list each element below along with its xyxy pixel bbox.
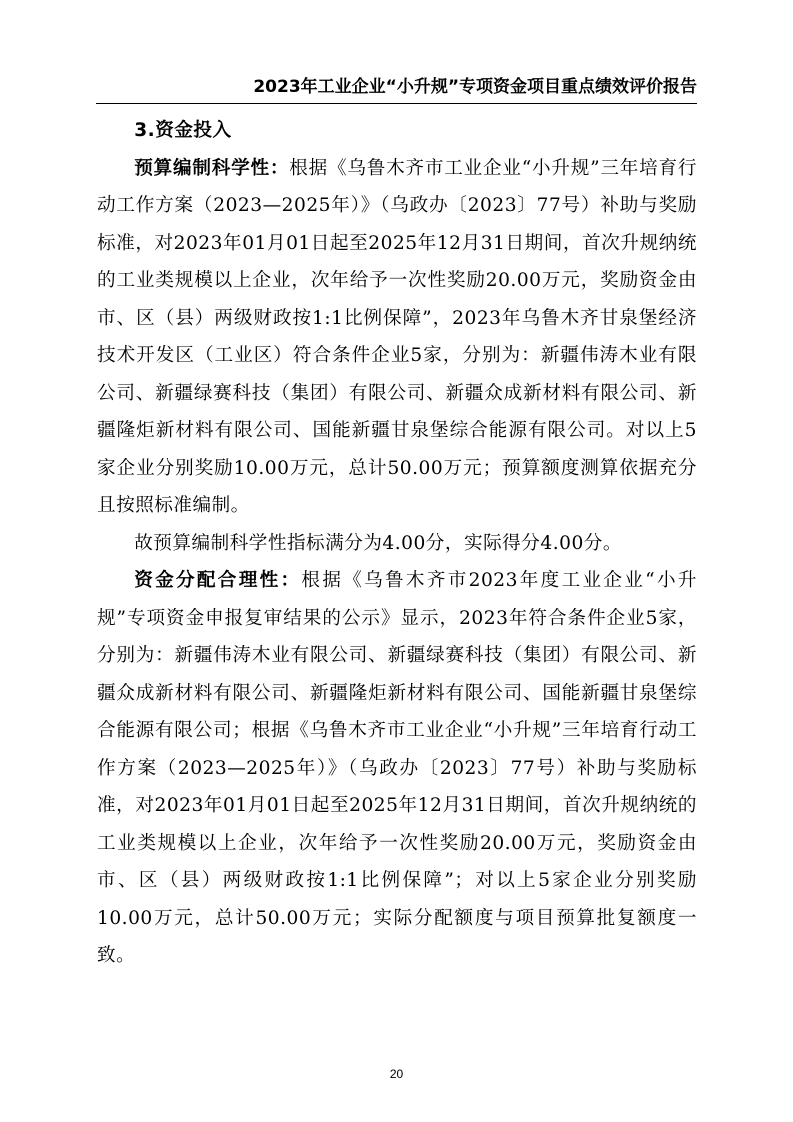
page-body bbox=[97, 112, 697, 975]
header-divider bbox=[96, 103, 697, 104]
paragraph-budget-scientific bbox=[97, 150, 697, 525]
paragraph-score-summary bbox=[97, 525, 697, 563]
paragraph-lead-budget-scientific: 预算编制科学性： bbox=[134, 157, 290, 179]
page-number: 20 bbox=[389, 1067, 404, 1081]
paragraph-lead-allocation-reasonable: 资金分配合理性： bbox=[134, 570, 302, 591]
page-header-title: 2023年工业企业“小升规”专项资金项目重点绩效评价报告 bbox=[253, 77, 697, 97]
section-heading: 3.资金投入 bbox=[134, 120, 232, 141]
paragraph-body-budget-scientific: 根据《乌鲁木齐市工业企业“小升规”三年培育行动工作方案（2023—2025年）》（乌政办〔2023〕77号）补助与奖励标准，对2023年01月01日起至2025年12月31日期间，首次升规纳统的工业类规模以上企业，次年给予一次性奖励20.00万元，奖励资金由市、区（县）两级财政按1:1比例保障”，2023年乌鲁木齐甘泉堡经济技术开发区（工业区）符合条件企业5家，分别为：新疆伟涛木业有限公司、新疆绿赛科技（集团）有限公司、新疆众成新材料有限公司、新疆隆炬新材料有限公司、国能新疆甘泉堡综合能源有限公司。对以上5家企业分别奖励10.00万元，总计50.00万元；预算额度测算依据充分且按照标准编制。 bbox=[97, 157, 697, 516]
paragraph-allocation-reasonable bbox=[97, 562, 697, 975]
paragraph-body-allocation-reasonable: 根据《乌鲁木齐市2023年度工业企业“小升规”专项资金申报复审结果的公示》显示，2023年符合条件企业5家，分别为：新疆伟涛木业有限公司、新疆绿赛科技（集团）有限公司、新疆众成新材料有限公司、新疆隆炬新材料有限公司、国能新疆甘泉堡综合能源有限公司；根据《乌鲁木齐市工业企业“小升规”三年培育行动工作方案（2023—2025年）》（乌政办〔2023〕77号）补助与奖励标准，对2023年01月01日起至2025年12月31日期间，首次升规纳统的工业类规模以上企业，次年给予一次性奖励20.00万元，奖励资金由市、区（县）两级财政按1:1比例保障”；对以上5家企业分别奖励10.00万元，总计50.00万元；实际分配额度与项目预算批复额度一致。 bbox=[97, 570, 697, 966]
paragraph-body-score-summary: 故预算编制科学性指标满分为4.00分，实际得分4.00分。 bbox=[134, 532, 622, 554]
